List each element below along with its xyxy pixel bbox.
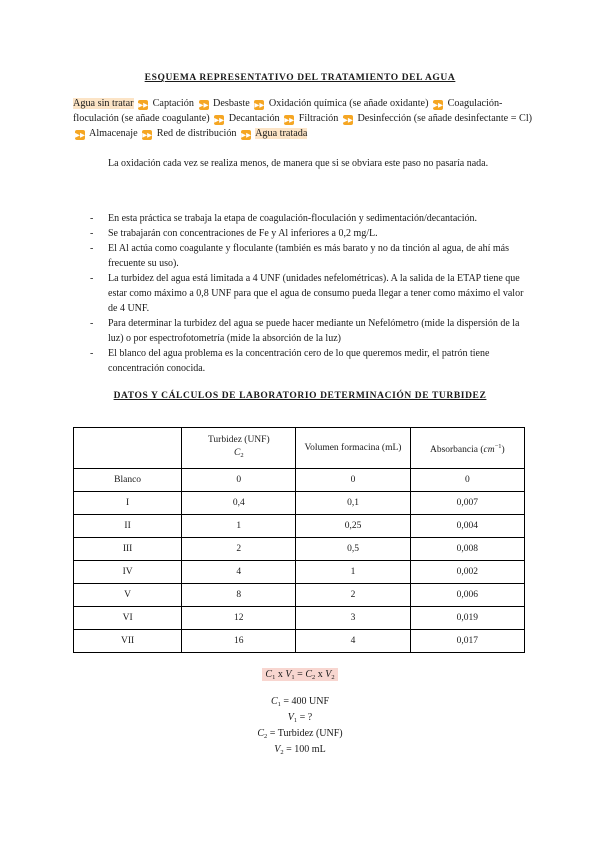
table-cell: 4 xyxy=(296,630,410,653)
table-cell: 16 xyxy=(182,630,296,653)
table-cell: 0,006 xyxy=(410,584,524,607)
formula-v2: $V_2 = 100$ mL xyxy=(274,744,326,756)
table-cell: 0 xyxy=(410,469,524,492)
table-cell: 8 xyxy=(182,584,296,607)
flow-step: Coagulación-floculación (se añade coagulante) xyxy=(73,98,503,124)
fast-forward-icon: ▶▶ xyxy=(138,101,149,109)
table-cell: 2 xyxy=(296,584,410,607)
list-item: - El Al actúa como coagulante y floculante (también es más barato y no da tinción al agua, de ahí más frecuente su uso). xyxy=(90,243,509,269)
flow-step: Captación xyxy=(152,98,194,109)
table-row xyxy=(74,561,525,584)
fast-forward-icon: ▶▶ xyxy=(254,101,265,109)
formula-c1: $C_1 = 400$ UNF xyxy=(270,696,330,708)
bullet-marker: - xyxy=(90,243,94,254)
flow-step: Red de distribución xyxy=(156,128,237,139)
fast-forward-icon: ▶▶ xyxy=(433,101,444,109)
bullet-marker: - xyxy=(90,348,94,359)
header-volumen: Volumen formacina (mL) xyxy=(296,428,410,469)
table-row xyxy=(74,492,525,515)
table-cell: 3 xyxy=(296,607,410,630)
table-cell: 0,25 xyxy=(296,515,410,538)
table-body xyxy=(74,469,525,653)
turbidity-table xyxy=(73,427,525,653)
table-cell: IV xyxy=(74,561,182,584)
flow-step: Almacenaje xyxy=(88,128,138,139)
table-cell: VII xyxy=(74,630,182,653)
flow-step: Decantación xyxy=(228,113,280,124)
table-cell: 12 xyxy=(182,607,296,630)
table-row xyxy=(74,584,525,607)
header-absorbancia: Absorbancia $(cm^{-1})$ xyxy=(410,428,524,469)
flow-step: Agua tratada xyxy=(255,128,308,139)
table-cell: 0,019 xyxy=(410,607,524,630)
oxidation-note: La oxidación cada vez se realiza menos, de manera que si se obviara este paso no pasaría nada. xyxy=(108,158,489,169)
list-item: - El blanco del agua problema es la concentración cero de lo que queremos medir, el patrón tiene concentración conocida. xyxy=(90,348,490,374)
list-item: - En esta práctica se trabaja la etapa de coagulación-floculación y sedimentación/decantación. xyxy=(90,213,477,224)
flow-step: Oxidación química (se añade oxidante) xyxy=(268,98,429,109)
bullet-marker: - xyxy=(90,273,94,284)
table-cell: V xyxy=(74,584,182,607)
notes-list xyxy=(90,211,525,376)
formula-c2: $C_2$ = Turbidez (UNF) xyxy=(257,728,343,740)
table-cell: 0,004 xyxy=(410,515,524,538)
table-row xyxy=(74,607,525,630)
table-cell: 0,4 xyxy=(182,492,296,515)
table-cell: 2 xyxy=(182,538,296,561)
table-cell: 0 xyxy=(296,469,410,492)
bullet-marker: - xyxy=(90,213,94,224)
header-turbidez: Turbidez (UNF) $C_2$ xyxy=(182,428,296,469)
section-title: DATOS Y CÁLCULOS DE LABORATORIO DETERMINACIÓN DE TURBIDEZ xyxy=(113,391,487,401)
bullet-marker: - xyxy=(90,318,94,329)
table-cell: 0,007 xyxy=(410,492,524,515)
table-cell: III xyxy=(74,538,182,561)
table-row xyxy=(74,630,525,653)
fast-forward-icon: ▶▶ xyxy=(198,101,209,109)
table-row xyxy=(74,515,525,538)
table-cell: I xyxy=(74,492,182,515)
table-cell: 0,002 xyxy=(410,561,524,584)
bullet-marker: - xyxy=(90,228,94,239)
fast-forward-icon: ▶▶ xyxy=(284,116,295,124)
table-cell: 0,1 xyxy=(296,492,410,515)
list-item: - Se trabajarán con concentraciones de Fe y Al inferiores a 0,2 mg/L. xyxy=(90,228,378,239)
fast-forward-icon: ▶▶ xyxy=(75,131,85,139)
table-cell: Blanco xyxy=(74,469,182,492)
fast-forward-icon: ▶▶ xyxy=(214,116,225,124)
list-item: - Para determinar la turbidez del agua se puede hacer mediante un Nefelómetro (mide la dispersión de la luz) o por espectrofotometría (mide la absorción de la luz) xyxy=(90,318,520,344)
flow-step: Filtración xyxy=(298,113,339,124)
flow-step: Desbaste xyxy=(213,98,250,109)
fast-forward-icon: ▶▶ xyxy=(342,116,353,124)
fast-forward-icon: ▶▶ xyxy=(142,131,153,139)
list-item: - La turbidez del agua está limitada a 4 UNF (unidades nefelométricas). A la salida de la ETAP tiene que estar como máximo a 0,8 UNF para que el agua de consumo pueda llegar a tener como máximo el valor de 4 UNF. xyxy=(90,273,524,314)
formula-v1: $V_1$ = ? xyxy=(287,712,313,724)
formula-highlight: $C_1$ x $V_1 = C_2$ x $V_2$ xyxy=(262,668,337,681)
table-cell: II xyxy=(74,515,182,538)
dilution-formula xyxy=(0,667,600,686)
header-empty-cell xyxy=(74,428,182,469)
treatment-flow xyxy=(73,96,533,141)
page-title: ESQUEMA REPRESENTATIVO DEL TRATAMIENTO DEL AGUA xyxy=(144,73,456,83)
fast-forward-icon: ▶▶ xyxy=(241,131,252,139)
table-cell: 0,008 xyxy=(410,538,524,561)
table-cell: VI xyxy=(74,607,182,630)
table-cell: 0,5 xyxy=(296,538,410,561)
flow-step: Agua sin tratar xyxy=(73,98,134,109)
table-row xyxy=(74,469,525,492)
table-cell: 4 xyxy=(182,561,296,584)
table-row xyxy=(74,538,525,561)
table-cell: 1 xyxy=(296,561,410,584)
table-cell: 0,017 xyxy=(410,630,524,653)
table-header-row xyxy=(74,428,525,469)
flow-step: Desinfección (se añade desinfectante = Cl) xyxy=(357,113,533,124)
table-cell: 1 xyxy=(182,515,296,538)
table-cell: 0 xyxy=(182,469,296,492)
